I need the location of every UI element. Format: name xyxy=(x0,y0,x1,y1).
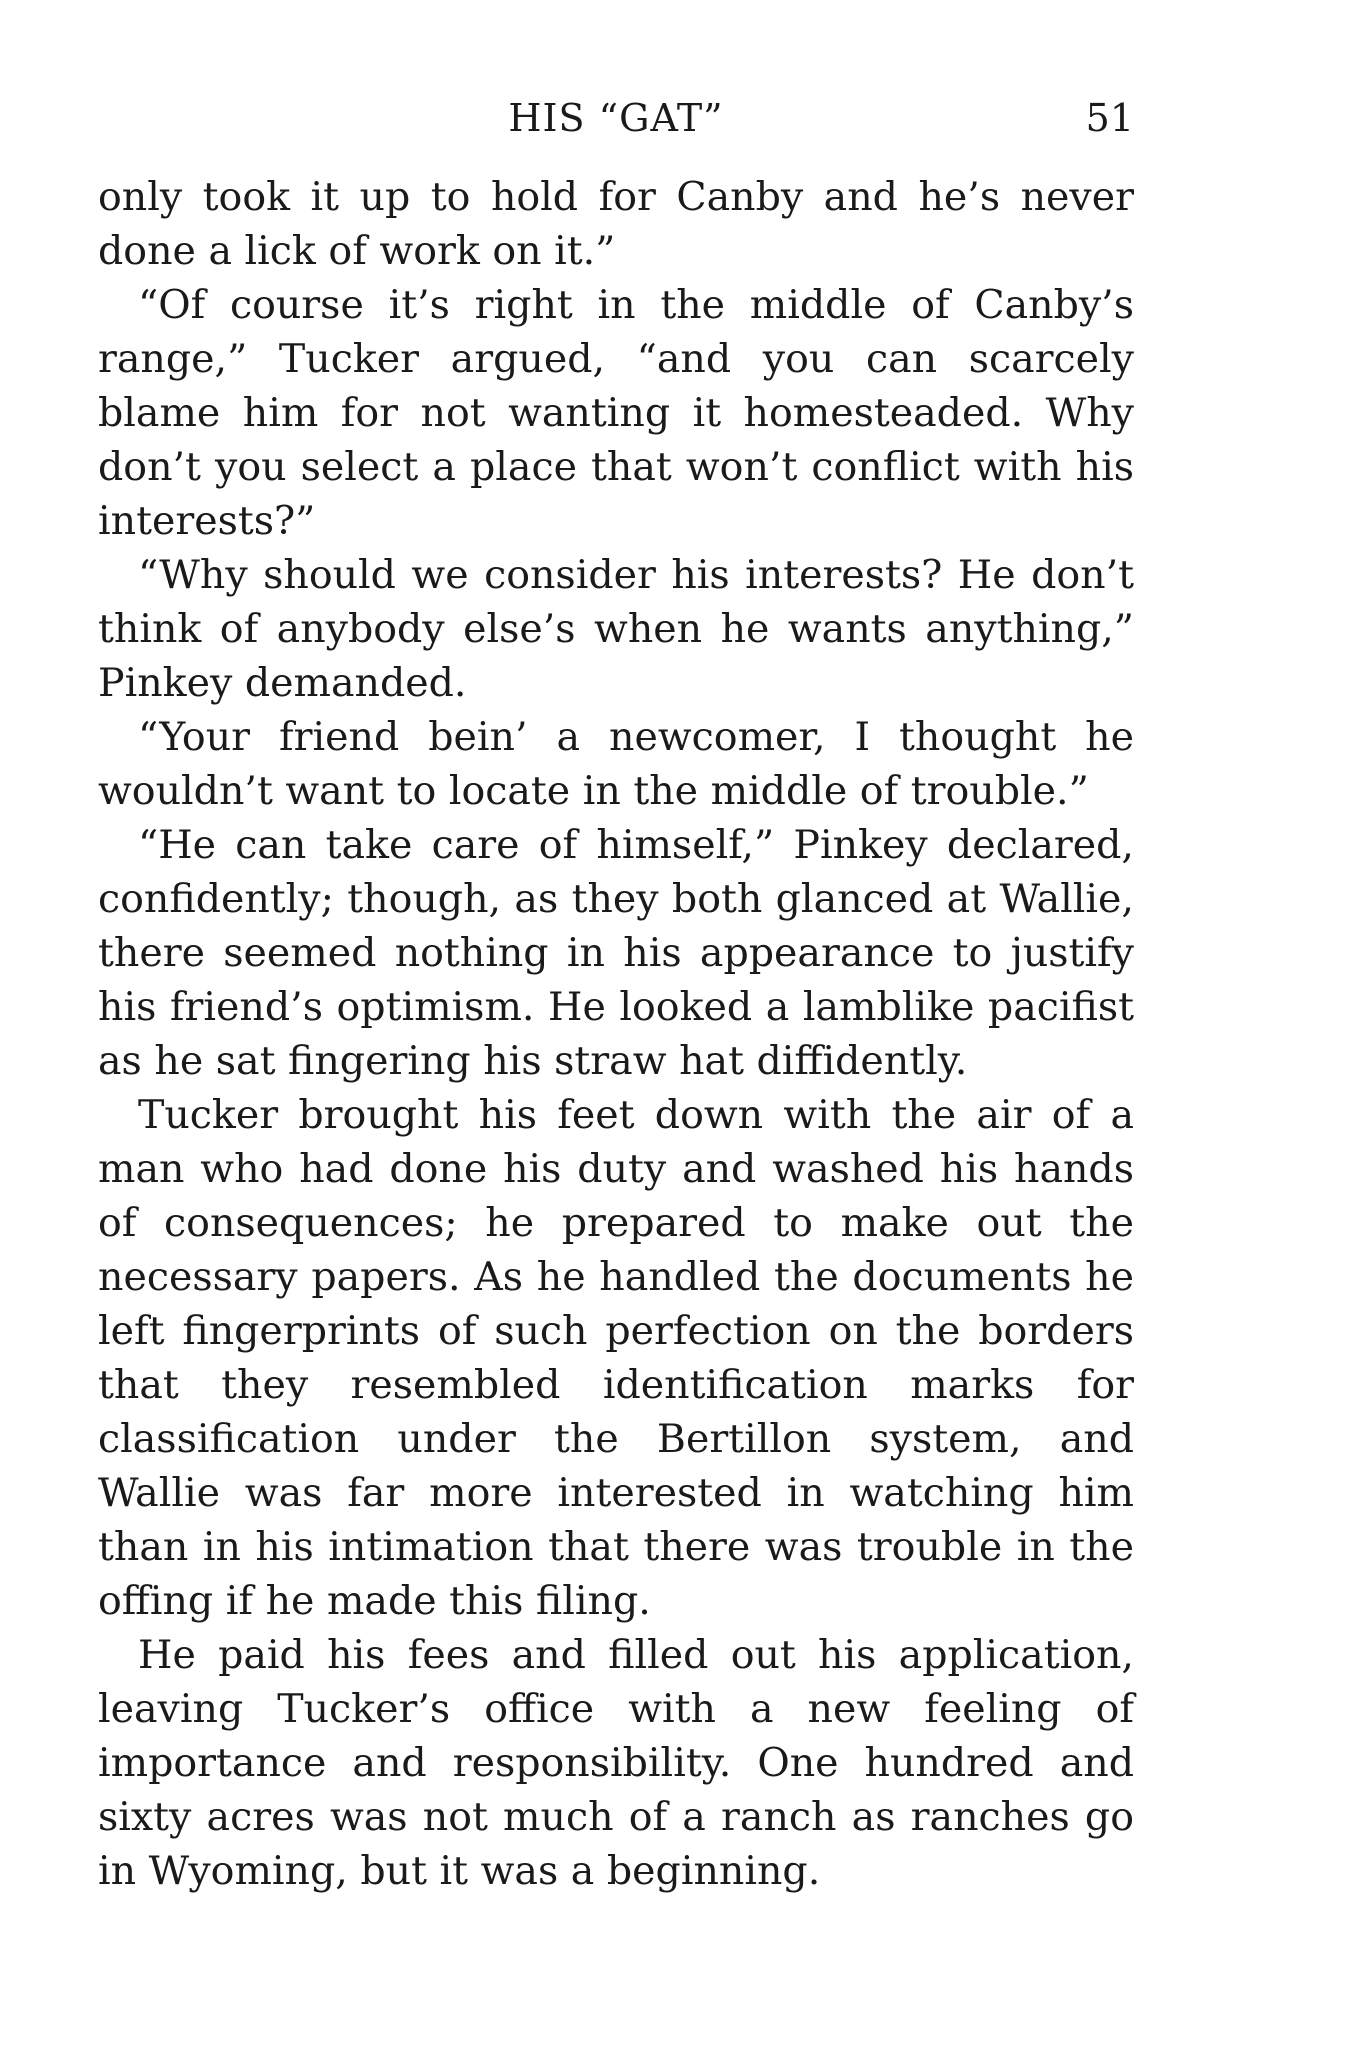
paragraph: “Your friend bein’ a newcomer, I thought he wouldn’t want to locate in the middle of trouble.” xyxy=(98,714,1134,814)
paragraph: “Why should we consider his interests? He don’t think of anybody else’s when he wants anything,” Pinkey demanded. xyxy=(98,552,1134,706)
paragraph: “Of course it’s right in the middle of Canby’s range,” Tucker argued, “and you can scarcely blame him for not wanting it homesteaded. Why don’t you select a place that won’t conflict with his interests?” xyxy=(98,282,1134,544)
paragraph: only took it up to hold for Canby and he’s never done a lick of work on it.” xyxy=(98,174,1134,274)
running-head: HIS “GAT” xyxy=(508,96,724,140)
page-number: 51 xyxy=(1085,96,1134,140)
paragraph: “He can take care of himself,” Pinkey declared, confidently; though, as they both glanced at Wallie, there seemed nothing in his appearance to justify his friend’s optimism. He looked a lamblike pacifist as he sat fingering his straw hat diffidently. xyxy=(98,822,1134,1084)
body-text xyxy=(98,170,1134,1898)
paragraph: He paid his fees and filled out his application, leaving Tucker’s office with a new feeling of importance and responsibility. One hundred and sixty acres was not much of a ranch as ranches go in Wyoming, but it was a beginning. xyxy=(98,1632,1134,1894)
page-header xyxy=(98,96,1134,156)
paragraph: Tucker brought his feet down with the air of a man who had done his duty and washed his hands of consequences; he prepared to make out the necessary papers. As he handled the documents he left fingerprints of such perfection on the borders that they resembled identification marks for classification under the Bertillon system, and Wallie was far more interested in watching him than in his intimation that there was trouble in the offing if he made this filing. xyxy=(98,1092,1134,1624)
